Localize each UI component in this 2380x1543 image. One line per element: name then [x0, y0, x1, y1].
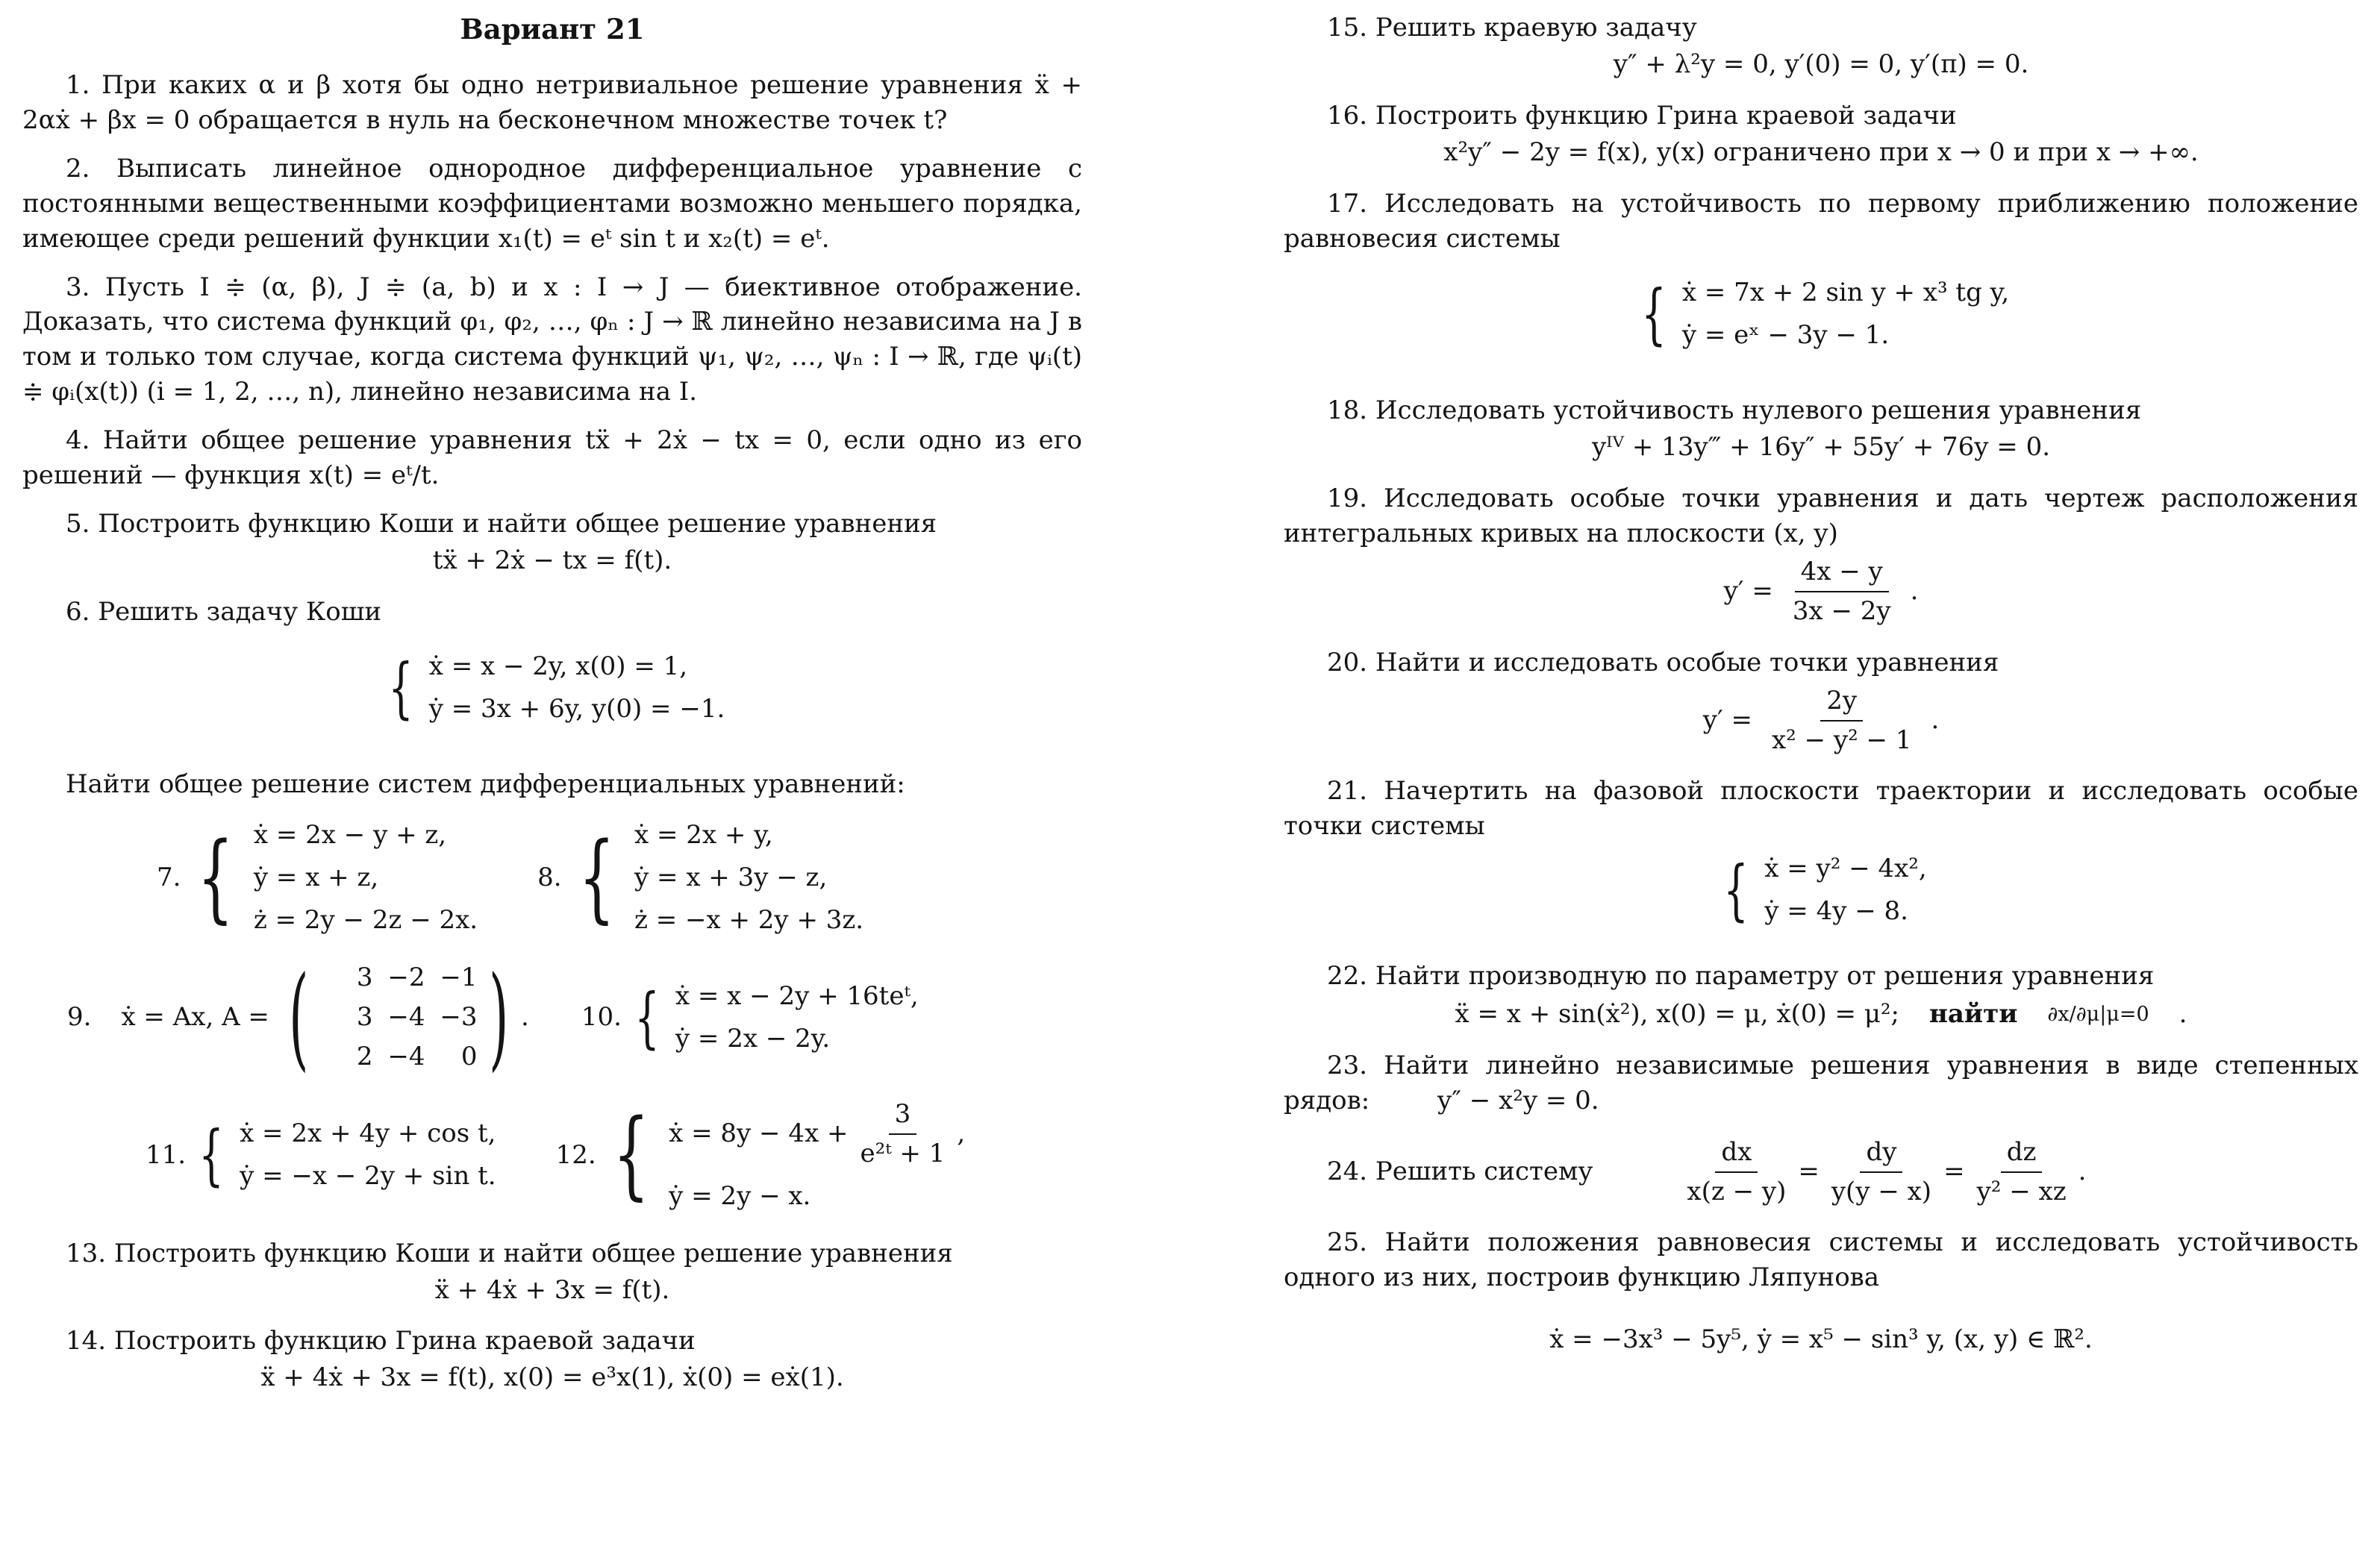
problem-10: [581, 979, 919, 1057]
system-line: ẏ = −x − 2y + sin t.: [240, 1161, 496, 1192]
problem-9-equation: ẋ = Ax, A =: [121, 1002, 269, 1033]
problem-24: [1284, 1135, 2358, 1209]
problem-number: 11.: [146, 1139, 187, 1170]
problem-7: [157, 818, 478, 938]
problem-17-system: [1284, 275, 2358, 353]
problem-6: [22, 595, 1082, 727]
problem-number: 9.: [67, 1002, 92, 1033]
problem-23-label: 23. Найти линейно независимые решения уравнения в виде степенных рядов:: [1284, 1050, 2358, 1115]
problems-7-8: [157, 818, 1082, 938]
matrix-cell: −3: [440, 1002, 478, 1033]
fraction: [1681, 1135, 1792, 1209]
problem-8: [537, 818, 863, 938]
matrix-cell: 0: [460, 1041, 478, 1071]
system-line: ẏ = 3x + 6y, y(0) = −1.: [428, 693, 725, 724]
problem-13-text: 13. Построить функцию Коши и найти общее решение уравнения: [66, 1238, 953, 1268]
period: .: [1931, 705, 1940, 736]
matrix-cell: −2: [387, 963, 425, 993]
problem-11: [146, 1116, 496, 1194]
fraction-numerator: dy: [1860, 1135, 1902, 1173]
problem-24-text: 24. Решить систему: [1327, 1157, 1593, 1187]
problem-15-text: 15. Решить краевую задачу: [1327, 13, 1697, 43]
problem-25-equation: ẋ = −3x³ − 5y⁵, ẏ = x⁵ − sin³ y, (x, y) ∈ ℝ².: [1549, 1324, 2093, 1355]
problem-14-text: 14. Построить функцию Грина краевой задачи: [66, 1326, 696, 1356]
fraction-denominator: e²ᵗ + 1: [860, 1138, 946, 1168]
problem-24-line: [1327, 1135, 2358, 1209]
system-line: ż = 2y − 2z − 2x.: [253, 905, 478, 936]
fraction-denominator: x(z − y): [1687, 1176, 1787, 1206]
system-line: ẋ = 7x + 2 sin y + x³ tg y,: [1681, 278, 2010, 308]
fraction-numerator: 4x − y: [1795, 554, 1889, 592]
period: .: [521, 1002, 529, 1033]
problem-6-system: [22, 649, 1082, 727]
equation-lhs: y′ =: [1723, 576, 1773, 607]
problem-22: [1284, 959, 2358, 1032]
systems-heading: Найти общее решение систем дифференциальных уравнений:: [66, 769, 905, 799]
fraction-denominator: y(y − x): [1831, 1176, 1932, 1206]
problem-22-text: 22. Найти производную по параметру от решения уравнения: [1327, 961, 2155, 992]
system-line: ẏ = 4y − 8.: [1764, 896, 1908, 927]
problem-number: 8.: [537, 863, 562, 893]
right-paren: ): [489, 952, 509, 1083]
problem-23: [1284, 1048, 2358, 1118]
problem-13-equation: ẍ + 4ẋ + 3x = f(t).: [434, 1274, 670, 1305]
problem-22-equation: [1284, 997, 2358, 1032]
system-line: ẏ = x + 3y − z,: [634, 863, 828, 893]
system-line: ẏ = x + z,: [253, 863, 379, 893]
problem-25: [1284, 1225, 2358, 1357]
fraction: [1766, 683, 1917, 758]
problem-19-text: 19. Исследовать особые точки уравнения и дать чертеж расположения интегральных кривых на плоскости (x, y): [1284, 483, 2358, 548]
problem-16: [1284, 98, 2358, 170]
brace-symbol: {: [578, 821, 615, 933]
fraction-denominator: x² − y² − 1: [1771, 724, 1912, 755]
variant-title: Вариант 21: [460, 13, 645, 46]
fraction: [854, 1097, 951, 1171]
problem-13: [22, 1236, 1082, 1308]
brace-symbol: {: [1723, 851, 1749, 929]
problem-19: [1284, 481, 2358, 629]
fraction-denominator: y² − xz: [1976, 1176, 2067, 1206]
problem-15-equation: y″ + λ²y = 0, y′(0) = 0, y′(π) = 0.: [1613, 48, 2029, 79]
fraction-numerator: 3: [889, 1097, 917, 1135]
problem-5-equation: tẍ + 2ẋ − tx = f(t).: [432, 545, 672, 575]
problem-21-text: 21. Начертить на фазовой плоскости траектории и исследовать особые точки системы: [1284, 776, 2358, 842]
problem-23-text: [1284, 1048, 2358, 1118]
fraction: [1825, 1135, 1937, 1209]
period: .: [1910, 576, 1919, 607]
fraction-numerator: dz: [2001, 1135, 2043, 1173]
system-line: ẋ = x − 2y, x(0) = 1,: [428, 651, 688, 681]
comma: ,: [957, 1118, 966, 1149]
left-column: [22, 10, 1082, 1412]
problem-25-text: 25. Найти положения равновесия системы и исследовать устойчивость одного из них, построив функцию Ляпунова: [1284, 1227, 2358, 1293]
problems-11-12: [146, 1097, 1082, 1214]
problem-16-equation: x²y″ − 2y = f(x), y(x) ограничено при x → 0 и при x → +∞.: [1443, 137, 2199, 167]
system-line-part: ẋ = 8y − 4x +: [669, 1118, 849, 1149]
brace-symbol: {: [197, 821, 234, 933]
equals-sign: =: [1798, 1157, 1820, 1187]
problem-6-text: 6. Решить задачу Коши: [66, 596, 382, 627]
problem-number: 7.: [157, 863, 181, 893]
matrix-cell: −4: [387, 1002, 425, 1033]
fraction: [1787, 554, 1897, 629]
right-column: [1284, 10, 2358, 1374]
left-paren: (: [289, 952, 309, 1083]
equals-sign: =: [1943, 1157, 1965, 1187]
problem-14-equation: ẍ + 4ẋ + 3x = f(t), x(0) = e³x(1), ẋ(0) = eẋ(1).: [260, 1362, 844, 1393]
derivative-expression: ∂x/∂μ|μ=0: [2047, 1002, 2149, 1026]
matrix-cell: −4: [387, 1041, 425, 1071]
system-line: ẋ = 2x + 4y + cos t,: [240, 1118, 496, 1149]
equation: ẍ = x + sin(ẋ²), x(0) = μ, ẋ(0) = μ²;: [1455, 998, 1899, 1029]
matrix-cell: 3: [356, 963, 373, 993]
system-line: ẏ = 2y − x.: [669, 1180, 811, 1211]
system-line: ẏ = eˣ − 3y − 1.: [1681, 320, 1890, 351]
system-line: ẏ = 2x − 2y.: [675, 1023, 831, 1054]
brace-symbol: {: [387, 648, 413, 726]
problem-20-text: 20. Найти и исследовать особые точки уравнения: [1327, 647, 1999, 677]
fraction-numerator: 2y: [1820, 683, 1863, 722]
problem-18-text: 18. Исследовать устойчивость нулевого решения уравнения: [1327, 395, 2142, 426]
problem-3: 3. Пусть I ≑ (α, β), J ≑ (a, b) и x : I → J — биективное отображение. Доказать, что система функций φ₁, φ₂, …, φₙ : J → ℝ линейно независима на J в том и только том случае, когда система функций ψ₁, ψ₂, …, ψₙ : I → ℝ, где ψᵢ(t) ≑ φᵢ(x(t)) (i = 1, 2, …, n), линейно независима на I.: [22, 272, 1082, 407]
problem-23-equation: y″ − x²y = 0.: [1437, 1085, 1599, 1115]
problem-19-equation: [1284, 554, 2358, 629]
brace-symbol: {: [634, 978, 660, 1056]
problem-1: 1. При каких α и β хотя бы одно нетривиальное решение уравнения ẍ + 2αẋ + βx = 0 обращается в нуль на бесконечном множестве точек t?: [22, 70, 1082, 135]
brace-symbol: {: [612, 1099, 649, 1211]
matrix-a: [277, 952, 521, 1083]
system-line: [669, 1097, 965, 1171]
system-line: ẋ = 2x + y,: [634, 820, 773, 851]
problem-16-text: 16. Построить функцию Грина краевой задачи: [1327, 100, 1957, 131]
period: .: [2078, 1157, 2087, 1187]
problem-18-equation: yᴵⱽ + 13y‴ + 16y″ + 55y′ + 76y = 0.: [1591, 432, 2051, 463]
system-line: ẋ = x − 2y + 16teᵗ,: [675, 980, 919, 1011]
problem-12: [556, 1097, 966, 1214]
problem-17-text: 17. Исследовать на устойчивость по первому приближению положение равновесия системы: [1284, 188, 2358, 254]
problems-9-10: [67, 952, 1082, 1083]
fraction: [1971, 1135, 2073, 1209]
matrix-cell: −1: [440, 963, 478, 993]
problem-15: [1284, 10, 2358, 82]
system-line: ẋ = 2x − y + z,: [253, 820, 447, 851]
problem-18: [1284, 393, 2358, 465]
problem-14: [22, 1324, 1082, 1395]
system-line: ẋ = y² − 4x²,: [1764, 854, 1927, 884]
equation-lhs: y′ =: [1702, 705, 1752, 736]
fraction-denominator: 3x − 2y: [1792, 595, 1891, 626]
problem-number: 12.: [555, 1139, 596, 1170]
problem-4: 4. Найти общее решение уравнения tẍ + 2ẋ − tx = 0, если одно из его решений — функция x(t) = eᵗ/t.: [22, 425, 1082, 491]
problem-21-system: [1284, 851, 2358, 929]
period: .: [2178, 998, 2187, 1029]
problem-9: [67, 952, 529, 1083]
brace-symbol: {: [1641, 275, 1667, 353]
problem-21: [1284, 774, 2358, 929]
problem-20-equation: [1284, 683, 2358, 758]
problem-number: 10.: [581, 1002, 622, 1033]
matrix-cell: 2: [356, 1041, 373, 1071]
problem-17: [1284, 187, 2358, 354]
problem-2: 2. Выписать линейное однородное дифференциальное уравнение с постоянными вещественными коэффициентами возможно меньшего порядка, имеющее среди решений функции x₁(t) = eᵗ sin t и x₂(t) = eᵗ.: [22, 153, 1082, 254]
system-line: ż = −x + 2y + 3z.: [634, 905, 864, 936]
problem-5-text: 5. Построить функцию Коши и найти общее решение уравнения: [66, 509, 937, 539]
brace-symbol: {: [199, 1116, 224, 1194]
find-label: найти: [1929, 998, 2018, 1029]
problem-5: [22, 507, 1082, 578]
matrix-cell: 3: [356, 1002, 373, 1033]
fraction-numerator: dx: [1715, 1135, 1758, 1173]
problem-20: [1284, 645, 2358, 758]
